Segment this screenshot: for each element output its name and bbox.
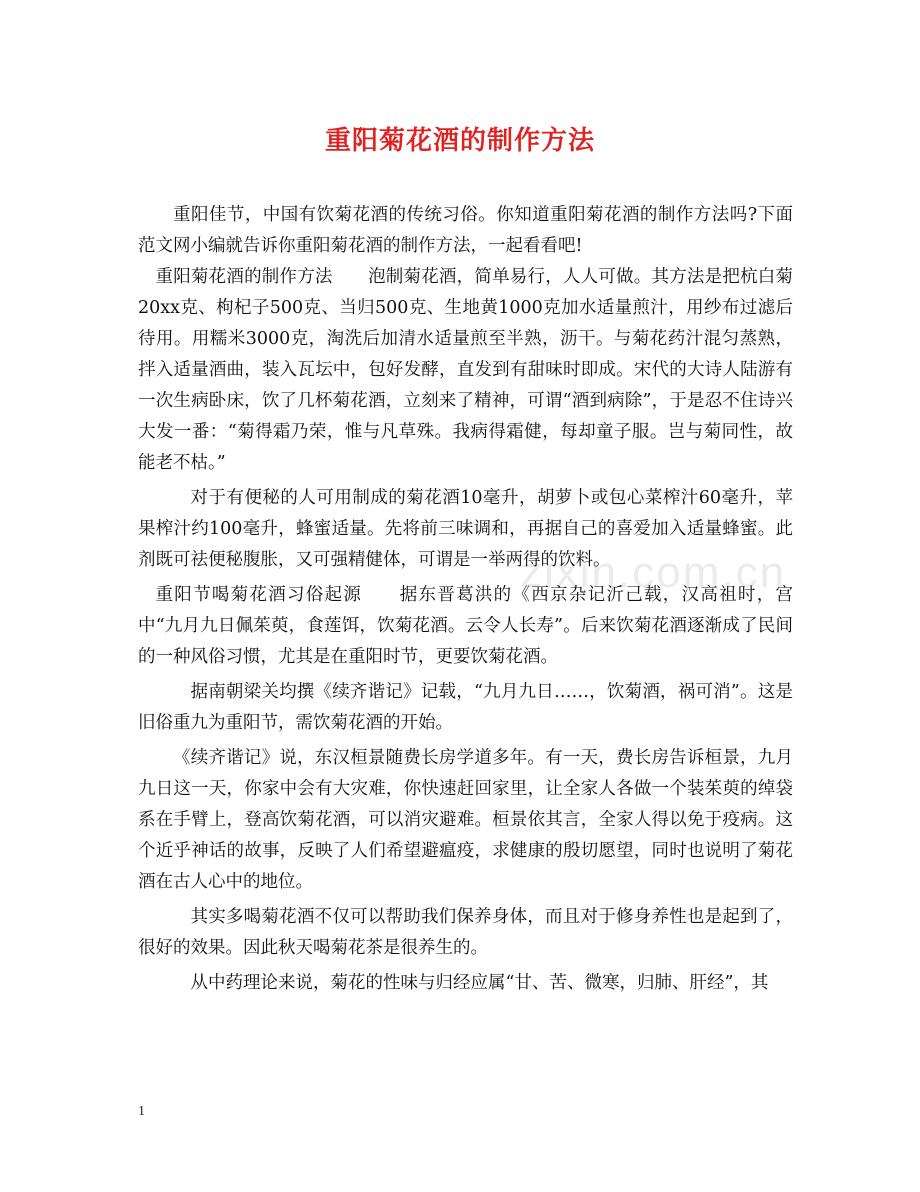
paragraph-record: 据南朝梁关均撰《续齐谐记》记载，“九月九日……，饮菊酒，祸可消”。这是旧俗重九为重阳节，需饮菊花酒的开始。: [138, 682, 793, 733]
paragraph-constipation: 对于有便秘的人可用制成的菊花酒10毫升，胡萝卜或包心菜榨汁60毫升，苹果榨汁约100毫升，蜂蜜适量。先将前三味调和，再据自己的喜爱加入适量蜂蜜。此剂既可祛便秘腹胀，又可强精健体，可谓是一举两得的饮料。: [138, 488, 793, 570]
paragraph-theory: 从中药理论来说，菊花的性味与归经应属“甘、苦、微寒，归肺、肝经”，其: [190, 973, 769, 993]
page-number: 1: [138, 1104, 145, 1119]
paragraph-origin: 重阳节喝菊花酒习俗起源 据东晋葛洪的《西京杂记沂己载，汉高祖时，宫中“九月九日佩茱萸，食莲饵，饮菊花酒。云令人长寿”。后来饮菊花酒逐渐成了民间的一种风俗习惯，尤其是在重阳时节，更要饮菊花酒。: [138, 585, 793, 667]
document-body: [138, 200, 793, 999]
document-title: 重阳菊花酒的制作方法: [324, 126, 595, 156]
watermark: zixin.com.cn: [520, 548, 787, 597]
paragraph-story: 《续齐谐记》说，东汉桓景随费长房学道多年。有一天，费长房告诉桓景，九月九日这一天，你家中会有大灾难，你快速赶回家里，让全家人各做一个装茱萸的绰袋系在手臂上，登高饮菊花酒，可以消灾避难。桓景依其言，全家人得以免于疫病。这个近乎神话的故事，反映了人们希望避瘟疫，求健康的殷切愿望，同时也说明了菊花酒在古人心中的地位。: [138, 748, 793, 892]
paragraph-health: 其实多喝菊花酒不仅可以帮助我们保养身体，而且对于修身养性也是起到了，很好的效果。因此秋天喝菊花茶是很养生的。: [138, 907, 793, 958]
paragraph-method: 重阳菊花酒的制作方法 泡制菊花酒，简单易行，人人可做。其方法是把杭白菊20xx克、枸杞子500克、当归500克、生地黄1000克加水适量煎汁，用纱布过滤后待用。用糯米3000克，淘洗后加清水适量煎至半熟，沥干。与菊花药汁混匀蒸熟，拌入适量酒曲，装入瓦坛中，包好发酵，直发到有甜味时即成。宋代的大诗人陆游有一次生病卧床，饮了几杯菊花酒，立刻来了精神，可谓“酒到病除”，于是忍不住诗兴大发一番：“菊得霜乃荣，惟与凡草殊。我病得霜健，每却童子服。岂与菊同性，故能老不枯。”: [138, 267, 793, 473]
paragraph-intro: 重阳佳节，中国有饮菊花酒的传统习俗。你知道重阳菊花酒的制作方法吗?下面范文网小编就告诉你重阳菊花酒的制作方法，一起看看吧!: [138, 205, 793, 256]
